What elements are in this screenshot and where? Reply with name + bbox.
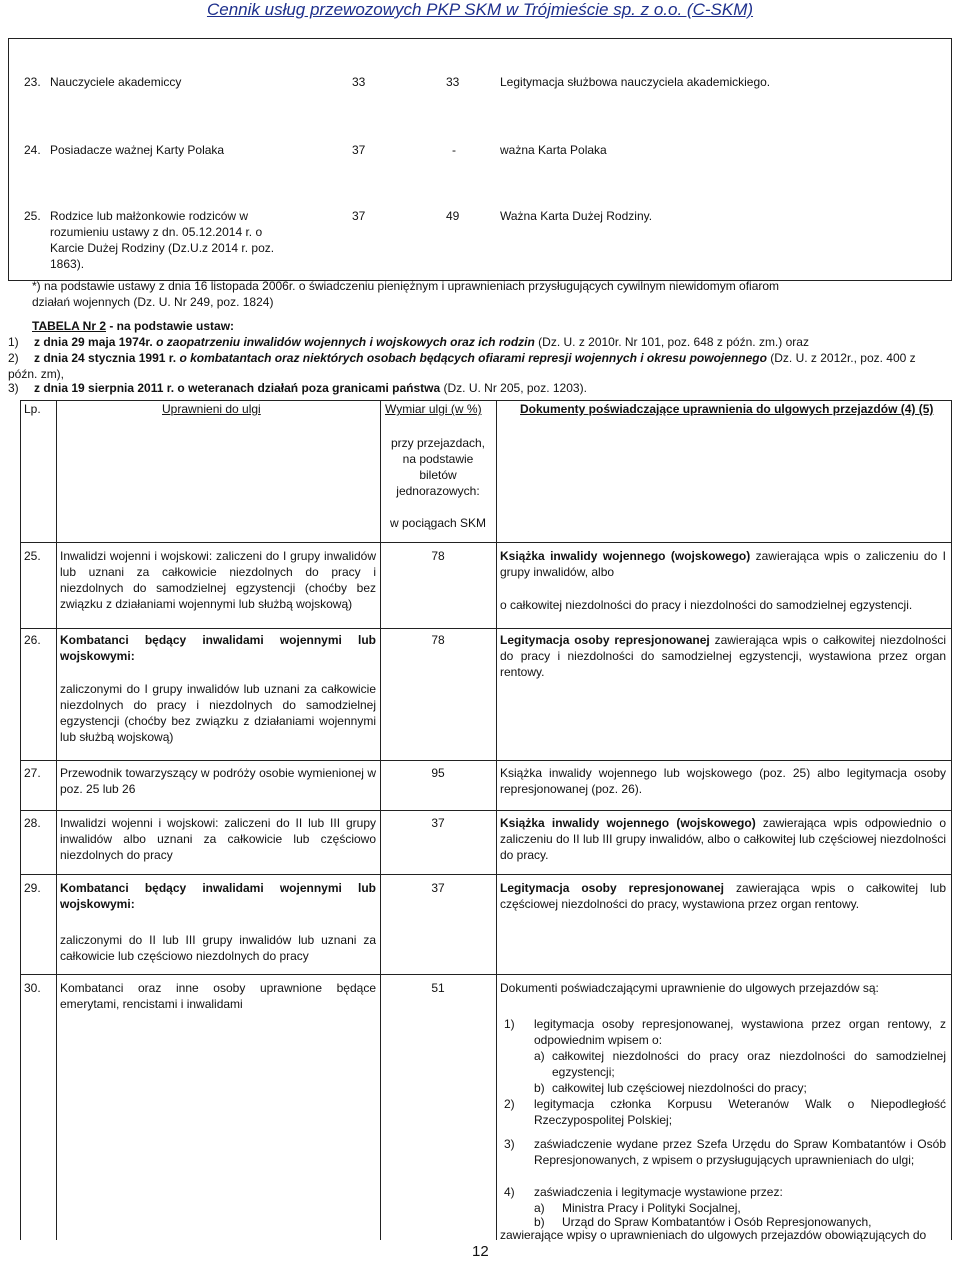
row-who-a: Kombatanci będący inwalidami wojennymi lub wojskowymi: [60, 881, 376, 911]
row-divider [20, 874, 952, 875]
row-lp: 25. [24, 549, 41, 563]
row-lp: 30. [24, 981, 41, 995]
row-divider [20, 810, 952, 811]
row-doc [500, 548, 946, 580]
col-header-wymiar: Wymiar ulgi (w %) [385, 402, 482, 416]
top-table-border [8, 38, 952, 39]
law-name: o zaopatrzeniu inwalidów wojennych i wojskowych oraz ich rodzin [156, 335, 535, 349]
col-header-docs: Dokumenty poświadczające uprawnienia do ulgowych przejazdów (4) (5) [520, 402, 934, 416]
list-text: legitymacja osoby represjonowanej, wystawiona przez organ rentowy, z odpowiednim wpisem o: [534, 1017, 946, 1047]
row-pct: 78 [431, 633, 445, 647]
row-23-who: Nauczyciele akademiccy [50, 75, 182, 89]
row-23-v2: 33 [446, 75, 460, 89]
row-lp: 29. [24, 881, 41, 895]
law-3 [8, 380, 943, 396]
list-text: całkowitej niezdolności do pracy oraz niezdolności do samodzielnej egzystencji; [552, 1049, 946, 1079]
list-num: 2) [504, 1097, 515, 1111]
row-25-v1: 37 [352, 209, 366, 223]
doc-text: zawierająca wpis o zaliczeniu do I grupy inwalidów, albo [500, 549, 947, 579]
row-25-who: Rodzice lub małżonkowie rodziców w rozumieniu ustawy z dn. 05.12.2014 r. o Karcie Dużej Rodziny (Dz.U.z 2014 r. poz. 1863). [50, 209, 275, 271]
row-24-doc: ważna Karta Polaka [500, 143, 607, 157]
main-table-right [951, 400, 952, 1240]
doc-bold: Legitymacja osoby represjonowanej [500, 633, 710, 647]
footnote: *) na podstawie ustawy z dnia 16 listopada 2006r. o świadczeniu pieniężnym i uprawnieniach przysługujących cywilnym niewidomym ofiarom działań wojennych (Dz. U. Nr 249, poz. 1824) [32, 279, 780, 309]
main-col-divider [56, 400, 57, 1240]
row-who-b: zaliczonymi do II lub III grupy inwalidów lub uznani za całkowicie lub częściowo niezdolnych do pracy [60, 933, 376, 963]
row-doc [500, 880, 946, 912]
row-pct: 37 [431, 881, 445, 895]
law-2 [8, 350, 943, 382]
row-lp: 27. [24, 766, 41, 780]
row-who-b: zaliczonymi do I grupy inwalidów lub uznani za całkowicie niezdolnych do pracy i niezdolnych do samodzielnej egzystencji (choćby bez związku z działaniami wojennymi lub służbą wojskową) [60, 682, 376, 744]
row-who: Kombatanci oraz inne osoby uprawnione będące emerytami, rencistami i inwalidami [60, 981, 376, 1011]
list-text: zawierające wpisy o uprawnieniach do ulgowych przejazdów obowiązujących do [500, 1228, 927, 1242]
law-ref: (Dz. U. z 2010r. Nr 101, poz. 648 z późn. zm.) oraz [534, 335, 809, 349]
col-subheader-skm: w pociągach SKM [389, 516, 487, 530]
list-num: b) [534, 1215, 545, 1229]
row-doc: Książka inwalidy wojennego lub wojskowego (poz. 25) albo legitymacja osoby represjonowanej (poz. 26). [500, 766, 946, 796]
top-table-right [951, 38, 952, 280]
row-doc: Dokumenti poświadczającymi uprawnienie do ulgowych przejazdów są: [500, 981, 879, 995]
law-date: z dnia 24 stycznia 1991 r. [34, 351, 177, 365]
row-23-doc: Legitymacja służbowa nauczyciela akademickiego. [500, 75, 771, 89]
row-25-doc: Ważna Karta Dużej Rodziny. [500, 209, 653, 223]
list-text: legitymacja członka Korpusu Weteranów Walk o Niepodległość Rzeczypospolitej Polskiej; [534, 1097, 946, 1127]
list-num: a) [534, 1201, 545, 1215]
col-header-who: Uprawnieni do ulgi [162, 402, 261, 416]
row-25-lp: 25. [24, 209, 41, 223]
law-date: z dnia 19 sierpnia 2011 r. o weteranach działań poza granicami państwa [34, 381, 441, 395]
row-who: Inwalidzi wojenni i wojskowi: zaliczeni do II lub III grupy inwalidów albo uznani za całkowicie lub częściowo niezdolnych do pracy [60, 816, 376, 862]
row-doc [500, 815, 946, 863]
law-ref: (Dz. U. Nr 205, poz. 1203). [440, 381, 587, 395]
list-text: Ministra Pracy i Polityki Socjalnej, [562, 1201, 741, 1215]
main-table-header-bottom [20, 542, 952, 543]
page-number: 12 [472, 1243, 489, 1260]
doc-text: zawierająca wpis odpowiednio o zaliczeniu do II lub III grupy inwalidów, albo o całkowitej lub częściowej niezdolności do pracy. [500, 816, 946, 862]
law-num: 2) [8, 351, 19, 365]
tabela-title [32, 318, 234, 334]
list-text: zaświadczenie wydane przez Szefa Urzędu do Spraw Kombatantów i Osób Represjonowanych, z wpisem o przysługujących uprawnieniach do ulgi; [534, 1137, 946, 1167]
row-pct: 95 [431, 766, 445, 780]
tabela-title-name: TABELA Nr 2 [32, 319, 107, 333]
law-1 [8, 334, 943, 350]
list-num: 1) [504, 1017, 515, 1031]
row-lp: 26. [24, 633, 41, 647]
list-text: całkowitej lub częściowej niezdolności do pracy; [552, 1081, 807, 1095]
list-num: a) [534, 1049, 545, 1063]
doc-bold: Książka inwalidy wojennego (wojskowego) [500, 816, 756, 830]
row-pct: 78 [431, 549, 445, 563]
row-divider [20, 760, 952, 761]
row-lp: 28. [24, 816, 41, 830]
list-text: Urząd do Spraw Kombatantów i Osób Represjonowanych, [562, 1215, 872, 1229]
row-divider [20, 628, 952, 629]
row-doc-2: o całkowitej niezdolności do pracy i niezdolności do samodzielnej egzystencji. [500, 598, 913, 612]
doc-bold: Legitymacja osoby represjonowanej [500, 881, 725, 895]
col-subheader-jednorazowe: przy przejazdach, na podstawie biletów jednorazowych: [390, 436, 486, 498]
law-num: 1) [8, 335, 19, 349]
law-date: z dnia 29 maja 1974r. [34, 335, 153, 349]
doc-text: zawierająca wpis o całkowitej niezdolności do pracy i niezdolności do samodzielnej egzystencji, wystawiona przez organ rentowy. [500, 633, 946, 679]
row-23-v1: 33 [352, 75, 366, 89]
row-24-v1: 37 [352, 143, 366, 157]
top-table-left [8, 38, 9, 280]
main-table-left [20, 400, 21, 1240]
row-23-lp: 23. [24, 75, 41, 89]
row-who: Przewodnik towarzyszący w podróży osobie wymienionej w poz. 25 lub 26 [60, 766, 376, 796]
row-who: Inwalidzi wojenni i wojskowi: zaliczeni do I grupy inwalidów lub uznani za całkowicie niezdolnych do pracy i niezdolnych do samodzielnej egzystencji (choćby bez związku z działaniami wojennymi lub służbą wojskową) [60, 549, 376, 611]
tabela-title-rest: - na podstawie ustaw: [106, 319, 235, 333]
row-pct: 37 [431, 816, 445, 830]
doc-text: zawierająca wpis o całkowitej lub częściowej niezdolności do pracy, wystawiona przez organ rentowy. [500, 881, 947, 911]
list-num: 3) [504, 1137, 515, 1151]
law-ref: (Dz. U. z 2012r., poz. 400 z późn. zm), [8, 351, 916, 381]
doc-bold: Książka inwalidy wojennego (wojskowego) [500, 549, 751, 563]
row-24-lp: 24. [24, 143, 41, 157]
row-24-who: Posiadacze ważnej Karty Polaka [50, 143, 225, 157]
list-num: b) [534, 1081, 545, 1095]
main-col-divider [380, 400, 381, 1240]
page-header: Cennik usług przewozowych PKP SKM w Trójmieście sp. z o.o. (C-SKM) [206, 0, 754, 19]
row-pct: 51 [431, 981, 445, 995]
law-name: o kombatantach oraz niektórych osobach będących ofiarami represji wojennych i okresu powojennego [179, 351, 767, 365]
row-24-v2: - [452, 143, 456, 157]
row-doc [500, 632, 946, 680]
row-divider [20, 974, 952, 975]
col-header-lp: Lp. [24, 402, 41, 416]
list-num: 4) [504, 1185, 515, 1199]
law-num: 3) [8, 381, 19, 395]
row-25-v2: 49 [446, 209, 460, 223]
main-col-divider [496, 400, 497, 1240]
row-who-a: Kombatanci będący inwalidami wojennymi lub wojskowymi: [60, 633, 376, 663]
list-text: zaświadczenia i legitymacje wystawione przez: [534, 1185, 783, 1199]
